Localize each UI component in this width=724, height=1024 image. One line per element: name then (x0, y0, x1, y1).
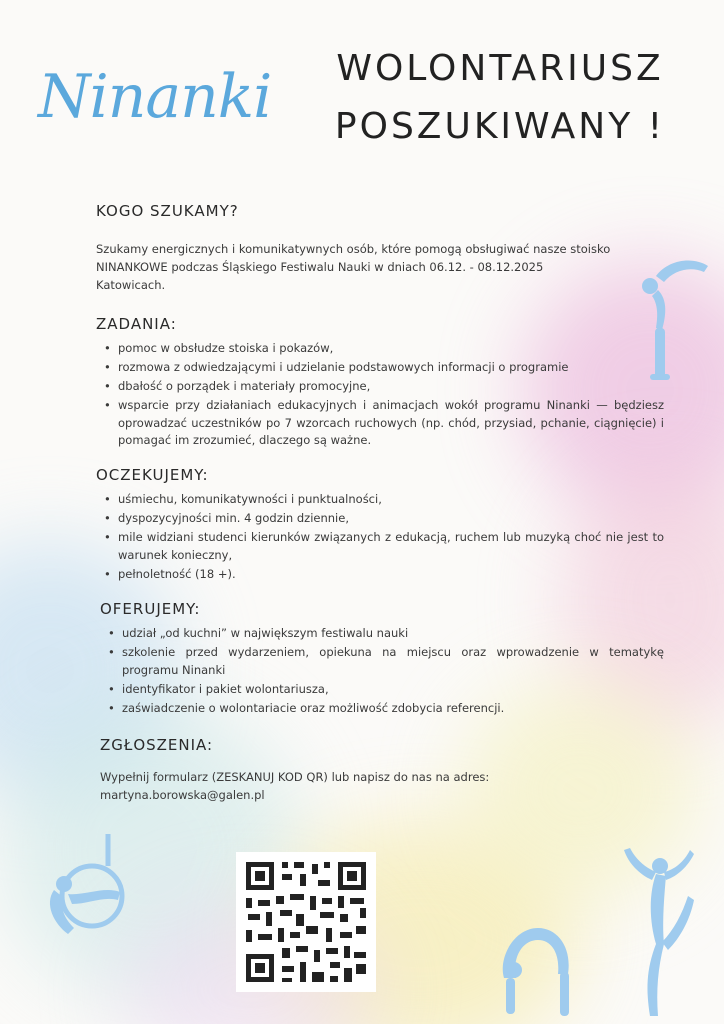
offer-list (100, 625, 664, 717)
section-tasks-title: ZADANIA: (96, 315, 177, 333)
brand-logo: Ninanki (38, 62, 272, 132)
dancer-silhouette-icon (618, 840, 698, 1020)
section-expect-title: OCZEKUJEMY: (96, 466, 209, 484)
list-item: • uśmiechu, komunikatywności i punktualności, (110, 491, 664, 509)
list-item: • dyspozycyjności min. 4 godzin dziennie, (110, 510, 664, 528)
section-who (96, 200, 664, 295)
list-item: • rozmowa z odwiedzającymi i udzielanie podstawowych informacji o programie (110, 359, 664, 377)
apply-instructions: Wypełnij formularz (ZESKANUJ KOD QR) lub napisz do nas na adres: (100, 770, 490, 785)
section-who-title: KOGO SZUKAMY? (96, 202, 239, 220)
section-apply-title: ZGŁOSZENIA: (100, 736, 214, 754)
headline-line-2: POSZUKIWANY ! (334, 106, 666, 148)
section-apply (100, 734, 664, 805)
list-item: • pomoc w obsłudze stoiska i pokazów, (110, 340, 664, 358)
email-link[interactable]: martyna.borowska@galen.pl (100, 788, 265, 803)
section-who-text: Szukamy energicznych i komunikatywnych osób, które pomogą obsługiwać nasze stoisko NINANKOWE podczas Śląskiego Festiwalu Nauki w dniach 06.12. - 08.12.2025 Katowicach. (96, 242, 611, 292)
list-item: • szkolenie przed wydarzeniem, opiekuna na miejscu oraz wprowadzenie w tematykę programu Ninanki (114, 644, 664, 680)
headline-line-1: WOLONTARIUSZ (336, 48, 664, 89)
section-tasks (96, 313, 664, 451)
tasks-list (96, 340, 664, 450)
section-apply-text (100, 769, 664, 805)
backbend-silhouette-icon (494, 918, 586, 1018)
list-item: • dbałość o porządek i materiały promocyjne, (110, 378, 664, 396)
qr-code-card[interactable] (236, 852, 376, 992)
list-item: • identyfikator i pakiet wolontariusza, (114, 681, 664, 699)
list-item: • pełnoletność (18 +). (110, 566, 664, 584)
aerial-hoop-silhouette-icon (34, 834, 130, 954)
section-offer (100, 598, 664, 718)
list-item: • udział „od kuchni” w największym festiwalu nauki (114, 625, 664, 643)
list-item: • wsparcie przy działaniach edukacyjnych i animacjach wokół programu Ninanki — będziesz oprowadzać uczestników po 7 wzorcach ruchowych (np. chód, przysiad, pchanie, ciągnięcie) i pomagać im zrozumieć, dlaczego są ważne. (110, 397, 664, 450)
section-offer-title: OFERUJEMY: (100, 600, 201, 618)
qr-code-icon (236, 852, 376, 992)
section-expect (96, 464, 664, 584)
list-item: • mile widziani studenci kierunków związanych z edukacją, ruchem lub muzyką choć nie jest to warunek konieczny, (110, 529, 664, 565)
expect-list (96, 491, 664, 583)
list-item: • zaświadczenie o wolontariacie oraz możliwość zdobycia referencji. (114, 700, 664, 718)
headline (300, 40, 700, 157)
